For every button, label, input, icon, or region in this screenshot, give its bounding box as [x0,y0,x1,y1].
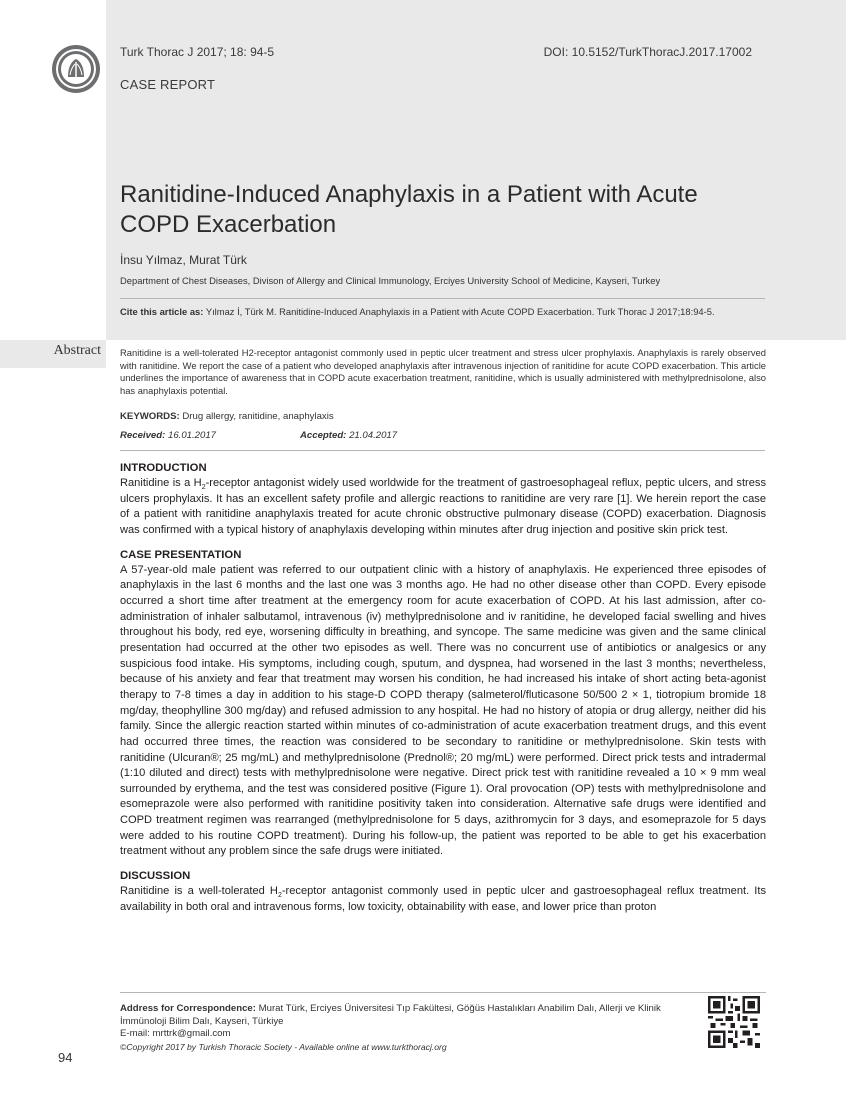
abstract-label: Abstract [53,343,101,358]
accepted-value: 21.04.2017 [349,430,398,441]
affiliation: Department of Chest Diseases, Divison of Allergy and Clinical Immunology, Erciyes University School of Medicine, Kayseri, Turkey [120,275,661,286]
keywords-value: Drug allergy, ranitidine, anaphylaxis [182,411,334,422]
divider [120,298,765,299]
divider [120,450,765,451]
article-type: CASE REPORT [120,77,216,92]
keywords [120,411,334,422]
introduction-heading: INTRODUCTION [120,462,207,474]
left-margin [0,0,106,1102]
cite-label: Cite this article as: [120,306,204,317]
journal-citation: Turk Thorac J 2017; 18: 94-5 [120,45,275,59]
accepted-date [300,430,397,441]
cite-text: Yılmaz İ, Türk M. Ranitidine-Induced Anaphylaxis in a Patient with Acute COPD Exacerbation. Turk Thorac J 2017;18:94-5. [205,306,715,317]
cite-block [120,305,765,318]
doi[interactable]: DOI: 10.5152/TurkThoracJ.2017.17002 [543,45,752,59]
page-number: 94 [58,1050,73,1065]
introduction-text: Ranitidine is a $H_2$-receptor antagonist widely used worldwide for the treatment of gastroesophageal reflux, peptic ulcers, and stress ulcers prophylaxis. It has an excellent safety profile and allergic reactions to ranitidine are very rare [1]. We herein report the case of a patient with ranitidine anaphylaxis treated for acute chronic obstructive pulmonary disease (COPD) exacerbation. Diagnosis was confirmed with a typical history of anaphylaxis developing within minutes after drug injection and positive skin prick test. [120,477,767,536]
discussion-text: Ranitidine is a well-tolerated $H_2$-receptor antagonist commonly used in peptic ulcer and gastroesophageal reflux treatment. Its availability in both oral and intravenous forms, low toxicity, obtainability with ease, and lower price than proton [120,885,766,913]
authors: İnsu Yılmaz, Murat Türk [120,253,247,267]
case-presentation-text: A 57-year-old male patient was referred to our outpatient clinic with a history of anaphylaxis. He experienced three episodes of anaphylaxis in the last 6 months and the last one was 3 months ago. He had no other disease other than COPD. Every episode occurred a short time after treatment at the emergency room for acute exacerbation of COPD. At his last admission, after co-administration of inhaler salbutamol, intravenous (iv) methylprednisolone and iv ranitidine, he developed facial swelling and hives throughout his body, red eye, worsening difficulty in breathing, and syncope. The same medicine was given and the same clinical presentation had occurred at the other two episodes as well. There was no concurrent use of antibiotics or analgesics or any suspicious food intake. His symptoms, including cough, sputum, and dyspnea, had worsened in the last 3 months; nevertheless, because of his anxiety and fear that treatment may worsen his condition, he had increased his intake of short acting beta-agonist therapy to 7-8 times a day in addition to his stage-D COPD therapy (salmeterol/fluticasone 50/500 2 × 1, tiotropium bromide 18 mg/day, theophylline 300 mg/day) and refused admission to any hospital. He had no history of atopia or drug allergy, neither did his family. Since the allergic reaction started within minutes of co-administration of acute exacerbation treatment drugs, and this event had occurred three times, the reaction was considered to be secondary to ranitidine or methylprednisolone. Skin tests with ranitidine (Ulcuran®; 25 mg/mL) and methylprednisolone (Prednol®; 20 mg/mL) were performed. Direct prick tests and intradermal (1:10 diluted and direct) tests with methylprednisolone were negative. Direct prick test with ranitidine revealed a 10 × 9 mm weal surrounded by erythema, and the test was considered positive (Figure 1). Oral provocation (OP) tests with methylprednisolone and esomeprazole were also performed with ranitidine positivity taken into consideration. Alternative safe drugs were identified and COPD treatment regimen was rearranged (methylprednisolone for 5 days, azithromycin for 3 days, and esomeprazole for 5 days were added to his routine COPD treatment). During his follow-up, the patient was reported to be able to get his exacerbation treatment without any problem since the safe drugs were initiated. [120,563,766,858]
email[interactable]: E-mail: mrttrk@gmail.com [120,1028,231,1040]
abstract-text: Ranitidine is a well-tolerated H2-receptor antagonist commonly used in peptic ulcer treatment and stress ulcer prophylaxis. Anaphylaxis is rarely observed with ranitidine. We report the case of a patient who developed anaphylaxis after intravenous injection of ranitidine for acute COPD exacerbation. This article underlines the importance of awareness that in COPD acute exacerbation treatment, ranitidine, which is usually administered with methylprednisolone, also has anaphylaxis potential. [120,347,766,396]
footer-divider [120,992,766,993]
address-text: Murat Türk, Erciyes Üniversitesi Tıp Fakültesi, Göğüs Hastalıkları Anabilim Dalı, Allerji ve Klinik İmmünoloji Bilim Dalı, Kayseri, Türkiye [120,1003,661,1027]
received-date [120,430,216,441]
case-presentation-heading: CASE PRESENTATION [120,548,242,561]
address-label: Address for Correspondence: [120,1003,256,1014]
discussion-heading: DISCUSSION [120,870,191,883]
keywords-label: KEYWORDS: [120,411,180,422]
society-logo-icon [51,44,101,94]
received-value: 16.01.2017 [168,430,217,441]
article-body [120,460,766,923]
copyright: ©Copyright 2017 by Turkish Thoracic Society - Available online at www.turkthoracj.org [120,1041,447,1052]
qr-code-icon [708,996,760,1048]
dates [120,430,766,441]
received-label: Received: [120,430,166,441]
accepted-label: Accepted: [300,430,347,441]
article-title: Ranitidine-Induced Anaphylaxis in a Patient with Acute COPD Exacerbation [120,181,698,238]
correspondence [120,1003,690,1054]
